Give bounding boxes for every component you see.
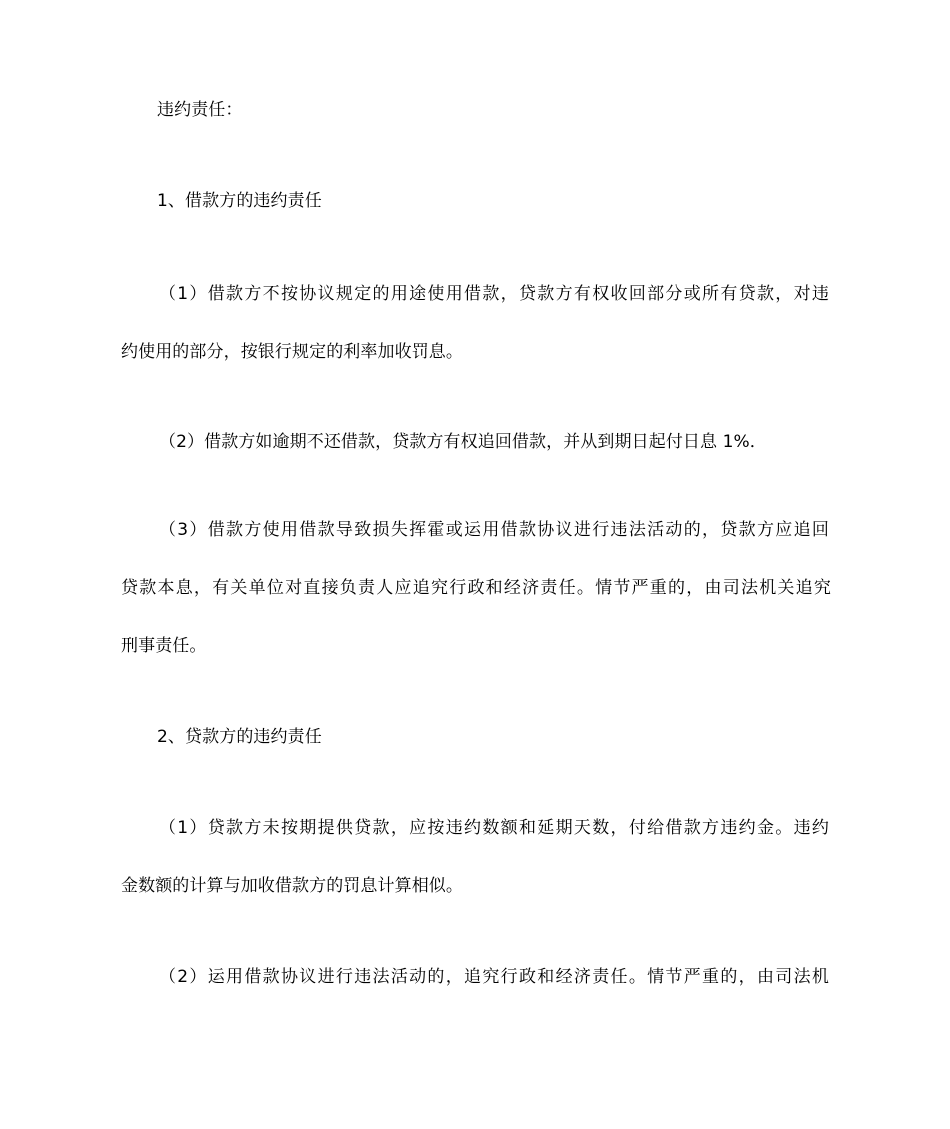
- paragraph-line: （2）借款方如逾期不还借款，贷款方有权追回借款，并从到期日起付日息 1%．: [159, 432, 767, 452]
- paragraph-line: （1）借款方不按协议规定的用途使用借款，贷款方有权收回部分或所有贷款，对违: [159, 284, 829, 304]
- paragraph-line: 贷款本息，有关单位对直接负责人应追究行政和经济责任。情节严重的，由司法机关追究: [121, 578, 831, 598]
- section-heading: 违约责任：: [157, 100, 243, 120]
- paragraph-line: （3）借款方使用借款导致损失挥霍或运用借款协议进行违法活动的，贷款方应追回: [159, 520, 829, 540]
- subheading-borrower-liability: 1、借款方的违约责任: [157, 191, 322, 211]
- paragraph-line: （1）贷款方未按期提供贷款，应按违约数额和延期天数，付给借款方违约金。违约: [159, 818, 829, 838]
- paragraph-line: 约使用的部分，按银行规定的利率加收罚息。: [121, 342, 463, 362]
- paragraph-line: 金数额的计算与加收借款方的罚息计算相似。: [121, 876, 463, 896]
- subheading-lender-liability: 2、贷款方的违约责任: [157, 727, 322, 747]
- paragraph-line: （2）运用借款协议进行违法活动的，追究行政和经济责任。情节严重的，由司法机: [159, 967, 829, 987]
- paragraph-line: 刑事责任。: [121, 636, 207, 656]
